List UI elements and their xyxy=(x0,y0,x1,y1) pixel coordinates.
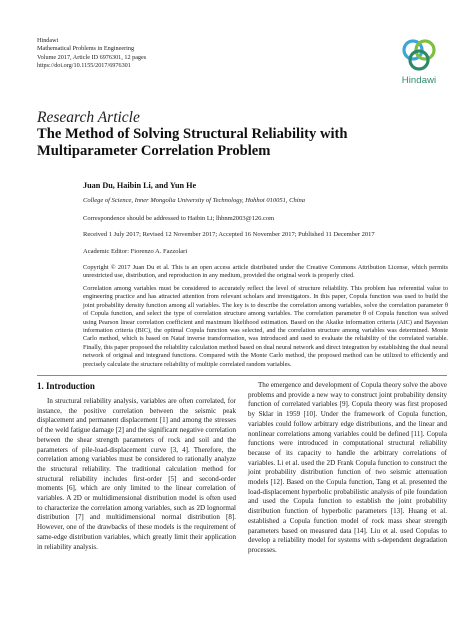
article-type: Research Article xyxy=(37,109,140,126)
hindawi-logo xyxy=(398,36,440,88)
body-column-left xyxy=(37,397,236,552)
intro-paragraph-2: The emergence and development of Copula theory solve the above problems and provide a new way to construct joint probability density function of correlated variables [9]. Copula theory was first proposed by Sklar in 1959 [10]. Under the framework of Copula function, variables could follow arbitrary edge distributions, and the linear and nonlinear correlations among variables could be defined [11]. Copula functions were introduced in computational structural reliability because of its capacity to handle the arbitrary correlations of variables. Li et al. used the 2D Frank Copula function to construct the joint probability distribution function of two seismic attenuation models [12]. Based on the Copula function, Tang et al. presented the load-displacement hyperbolic probabilistic analysis of pile foundation and used the Copula function to establish the joint probability distribution function of hyperbolic parameters [13]. Huang et al. established a Copula function model of rock mass shear strength parameters based on measured data [14]. Liu et al. used Copulas to develop a reliability model for systems with s-dependent degradation processes. xyxy=(248,381,447,554)
journal-header xyxy=(37,37,297,70)
correspondence: Correspondence should be addressed to Haibin Li; lhbnm2003@126.com xyxy=(83,215,275,222)
body-column-right xyxy=(248,381,447,556)
article-title: The Method of Solving Structural Reliability with Multiparameter Correlation Problem xyxy=(37,126,348,159)
doi-link[interactable]: https://doi.org/10.1155/2017/6976301 xyxy=(37,61,131,69)
volume-info: Volume 2017, Article ID 6976301, 12 pages xyxy=(37,53,147,61)
journal-name: Mathematical Problems in Engineering xyxy=(37,45,135,53)
academic-editor: Academic Editor: Fiorenzo A. Fazzolari xyxy=(83,248,188,255)
section-divider xyxy=(37,375,447,376)
hindawi-logo-icon xyxy=(398,36,440,76)
logo-wordmark: Hindawi xyxy=(401,75,437,86)
section-heading: 1. Introduction xyxy=(37,381,95,391)
publication-dates: Received 1 July 2017; Revised 12 November 2017; Accepted 16 November 2017; Published 11 December 2017 xyxy=(83,231,375,238)
intro-paragraph-1: In structural reliability analysis, variables are often correlated, for instance, the positive correlation between the seismic peak displacement and permanent displacement [1] and among the stresses of the weld fatigue damage [2] and the significant negative correlation between the shear strength parameters of rock and soil and the parameters of pile-load-displacement curve [3, 4]. Therefore, the correlation among variables must be considered to rationally analyze the structural reliability. The traditional calculation method for structural reliability includes first-order [5] and second-order moments [6], which are only limited to the linear correlation of variables. A 2D or multidimensional distribution model is often used to characterize the correlation among variables, such as 2D lognormal distribution [7] and multidimensional normal distribution [8]. However, one of the drawbacks of these models is the requirement of same-edge distribution variables, which greatly limit their application in reliability analysis. xyxy=(37,397,236,551)
affiliation: College of Science, Inner Mongolia University of Technology, Hohhot 010051, China xyxy=(83,197,305,204)
publisher-name: Hindawi xyxy=(37,37,59,44)
copyright-notice: Copyright © 2017 Juan Du et al. This is an open access article distributed under the Creative Commons Attribution License, which permits unrestricted use, distribution, and reproduction in any medium, provided the original work is properly cited. xyxy=(83,264,448,280)
abstract: Correlation among variables must be considered to accurately reflect the level of structure reliability. This problem has referential value to engineering practice and has attracted attention from relevant scholars and investigators. In this paper, Copula function was used to build the joint probability density function among all variables. The key is to describe the correlation among variables, solve the correlation parameter θ of Copula function, and select the type of correlation structure among variables. The correlation parameter θ of Copula function was solved using Pearson linear correlation coefficient and maximum likelihood estimation. Based on the Akaike information criteria (AIC) and Bayesian information criteria (BIC), the optimal Copula function was selected, and the correlation structure among variables was determined. Monte Carlo method, which is based on Nataf inverse transformation, was introduced and used to evaluate the reliability of the correlated variable. Finally, this paper proposed the reliability calculation method based on dual neural network and direct integration by establishing the dual neural network of original and integrand functions. Compared with the Monte Carlo method, the proposed method can be utilized to efficiently and precisely calculate the structure reliability of multiple correlated random variables. xyxy=(83,285,448,368)
authors: Juan Du, Haibin Li, and Yun He xyxy=(83,181,197,190)
